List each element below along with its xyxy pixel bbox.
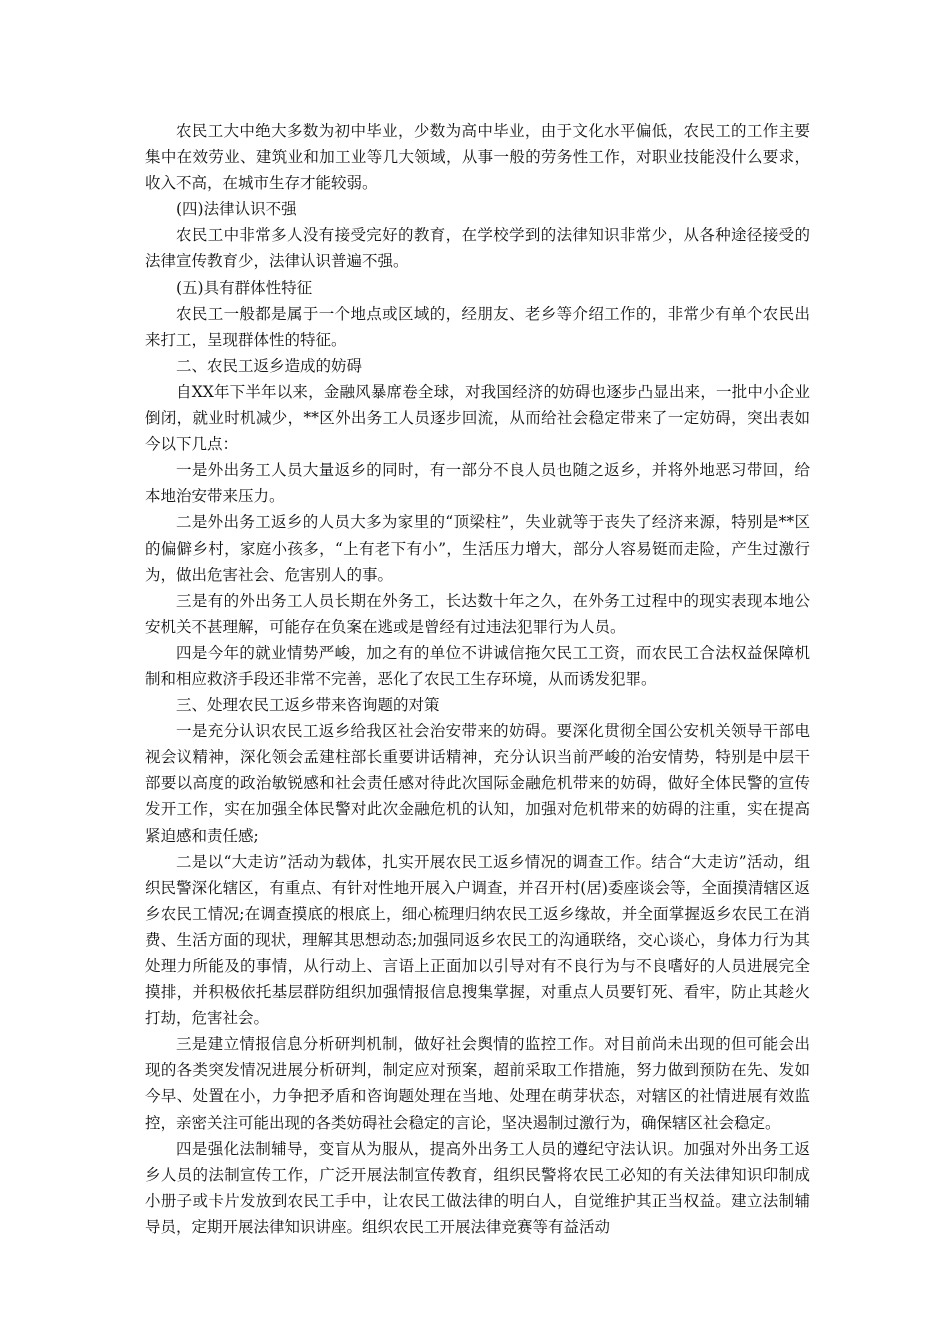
section-heading-countermeasures: 三、处理农民工返乡带来咨询题的对策: [176, 696, 440, 715]
paragraph-group-characteristics: 农民工一般都是属于一个地点或区域的，经朋友、老乡等介绍工作的，非常少有单个农民出来打工，呈现群体性的特征。: [145, 304, 810, 349]
paragraph-impact-two: 二是外出务工返乡的人员大多为家里的“顶梁柱”，失业就等于丧失了经济来源，特别是**区的偏僻乡村，家庭小孩多，“上有老下有小”，生活压力增大，部分人容易铤而走险，产生过激行为，做出危害社会、危害别人的事。: [145, 513, 810, 584]
paragraph-impact-three: 三是有的外出务工人员长期在外务工，长达数十年之久，在外务工过程中的现实表现本地公安机关不甚理解，可能存在负案在逃或是曾经有过违法犯罪行为人员。: [145, 591, 810, 636]
paragraph-countermeasure-two: 二是以“大走访”活动为载体，扎实开展农民工返乡情况的调查工作。结合“大走访”活动，组织民警深化辖区，有重点、有针对性地开展入户调查，并召开村(居)委座谈会等，全面摸清辖区返乡农民工情况;在调查摸底的根底上，细心梳理归纳农民工返乡缘故，并全面掌握返乡农民工在消费、生活方面的现状，理解其思想动态;加强同返乡农民工的沟通联络，交心谈心，身体力行为其处理力所能及的事情，从行动上、言语上正面加以引导对有不良行为与不良嗜好的人员进展完全摸排，并积极依托基层群防组织加强情报信息搜集掌握，对重点人员要钉死、看牢，防止其趁火打劫，危害社会。: [145, 852, 810, 1028]
paragraph-impact-one: 一是外出务工人员大量返乡的同时，有一部分不良人员也随之返乡，并将外地恶习带回，给本地治安带来压力。: [145, 461, 810, 506]
section-heading-impact: 二、农民工返乡造成的妨碍: [176, 356, 363, 375]
subheading-group-characteristics: (五)具有群体性特征: [176, 278, 313, 297]
paragraph-legal-awareness: 农民工中非常多人没有接受完好的教育，在学校学到的法律知识非常少，从各种途径接受的法律宣传教育少，法律认识普遍不强。: [145, 226, 810, 271]
paragraph-countermeasure-one: 一是充分认识农民工返乡给我区社会治安带来的妨碍。要深化贯彻全国公安机关领导干部电视会议精神，深化领会孟建柱部长重要讲话精神，充分认识当前严峻的治安情势，特别是中层干部要以高度的政治敏锐感和社会责任感对待此次国际金融危机带来的妨碍，做好全体民警的宣传发开工作，实在加强全体民警对此次金融危机的认知，加强对危机带来的妨碍的注重，实在提高紧迫感和责任感;: [145, 722, 810, 845]
paragraph-education-level: 农民工大中绝大多数为初中毕业，少数为高中毕业，由于文化水平偏低，农民工的工作主要集中在效劳业、建筑业和加工业等几大领域，从事一般的劳务性工作，对职业技能没什么要求，收入不高，在城市生存才能较弱。: [145, 122, 810, 193]
paragraph-impact-intro: 自XX年下半年以来，金融风暴席卷全球，对我国经济的妨碍也逐步凸显出来，一批中小企业倒闭，就业时机减少，**区外出务工人员逐步回流，从而给社会稳定带来了一定妨碍，突出表如今以下几点：: [145, 382, 810, 454]
paragraph-impact-four: 四是今年的就业情势严峻，加之有的单位不讲诚信拖欠民工工资，而农民工合法权益保障机制和相应救济手段还非常不完善，恶化了农民工生存环境，从而诱发犯罪。: [145, 643, 810, 688]
paragraph-countermeasure-four: 四是强化法制辅导，变盲从为服从，提高外出务工人员的遵纪守法认识。加强对外出务工返乡人员的法制宣传工作，广泛开展法制宣传教育，组织民警将农民工必知的有关法律知识印制成小册子或卡片发放到农民工手中，让农民工做法律的明白人，自觉维护其正当权益。建立法制辅导员，定期开展法律知识讲座。组织农民工开展法律竞赛等有益活动: [145, 1139, 810, 1236]
subheading-legal-awareness: (四)法律认识不强: [176, 200, 297, 219]
paragraph-countermeasure-three: 三是建立情报信息分析研判机制，做好社会舆情的监控工作。对目前尚未出现的但可能会出现的各类突发情况进展分析研判，制定应对预案，超前采取工作措施，努力做到预防在先、发如今早、处置在小，力争把矛盾和咨询题处理在当地、处理在萌芽状态，对辖区的社情进展有效监控，亲密关注可能出现的各类妨碍社会稳定的言论，坚决遏制过激行为，确保辖区社会稳定。: [145, 1035, 810, 1132]
document-body: [145, 118, 810, 1240]
